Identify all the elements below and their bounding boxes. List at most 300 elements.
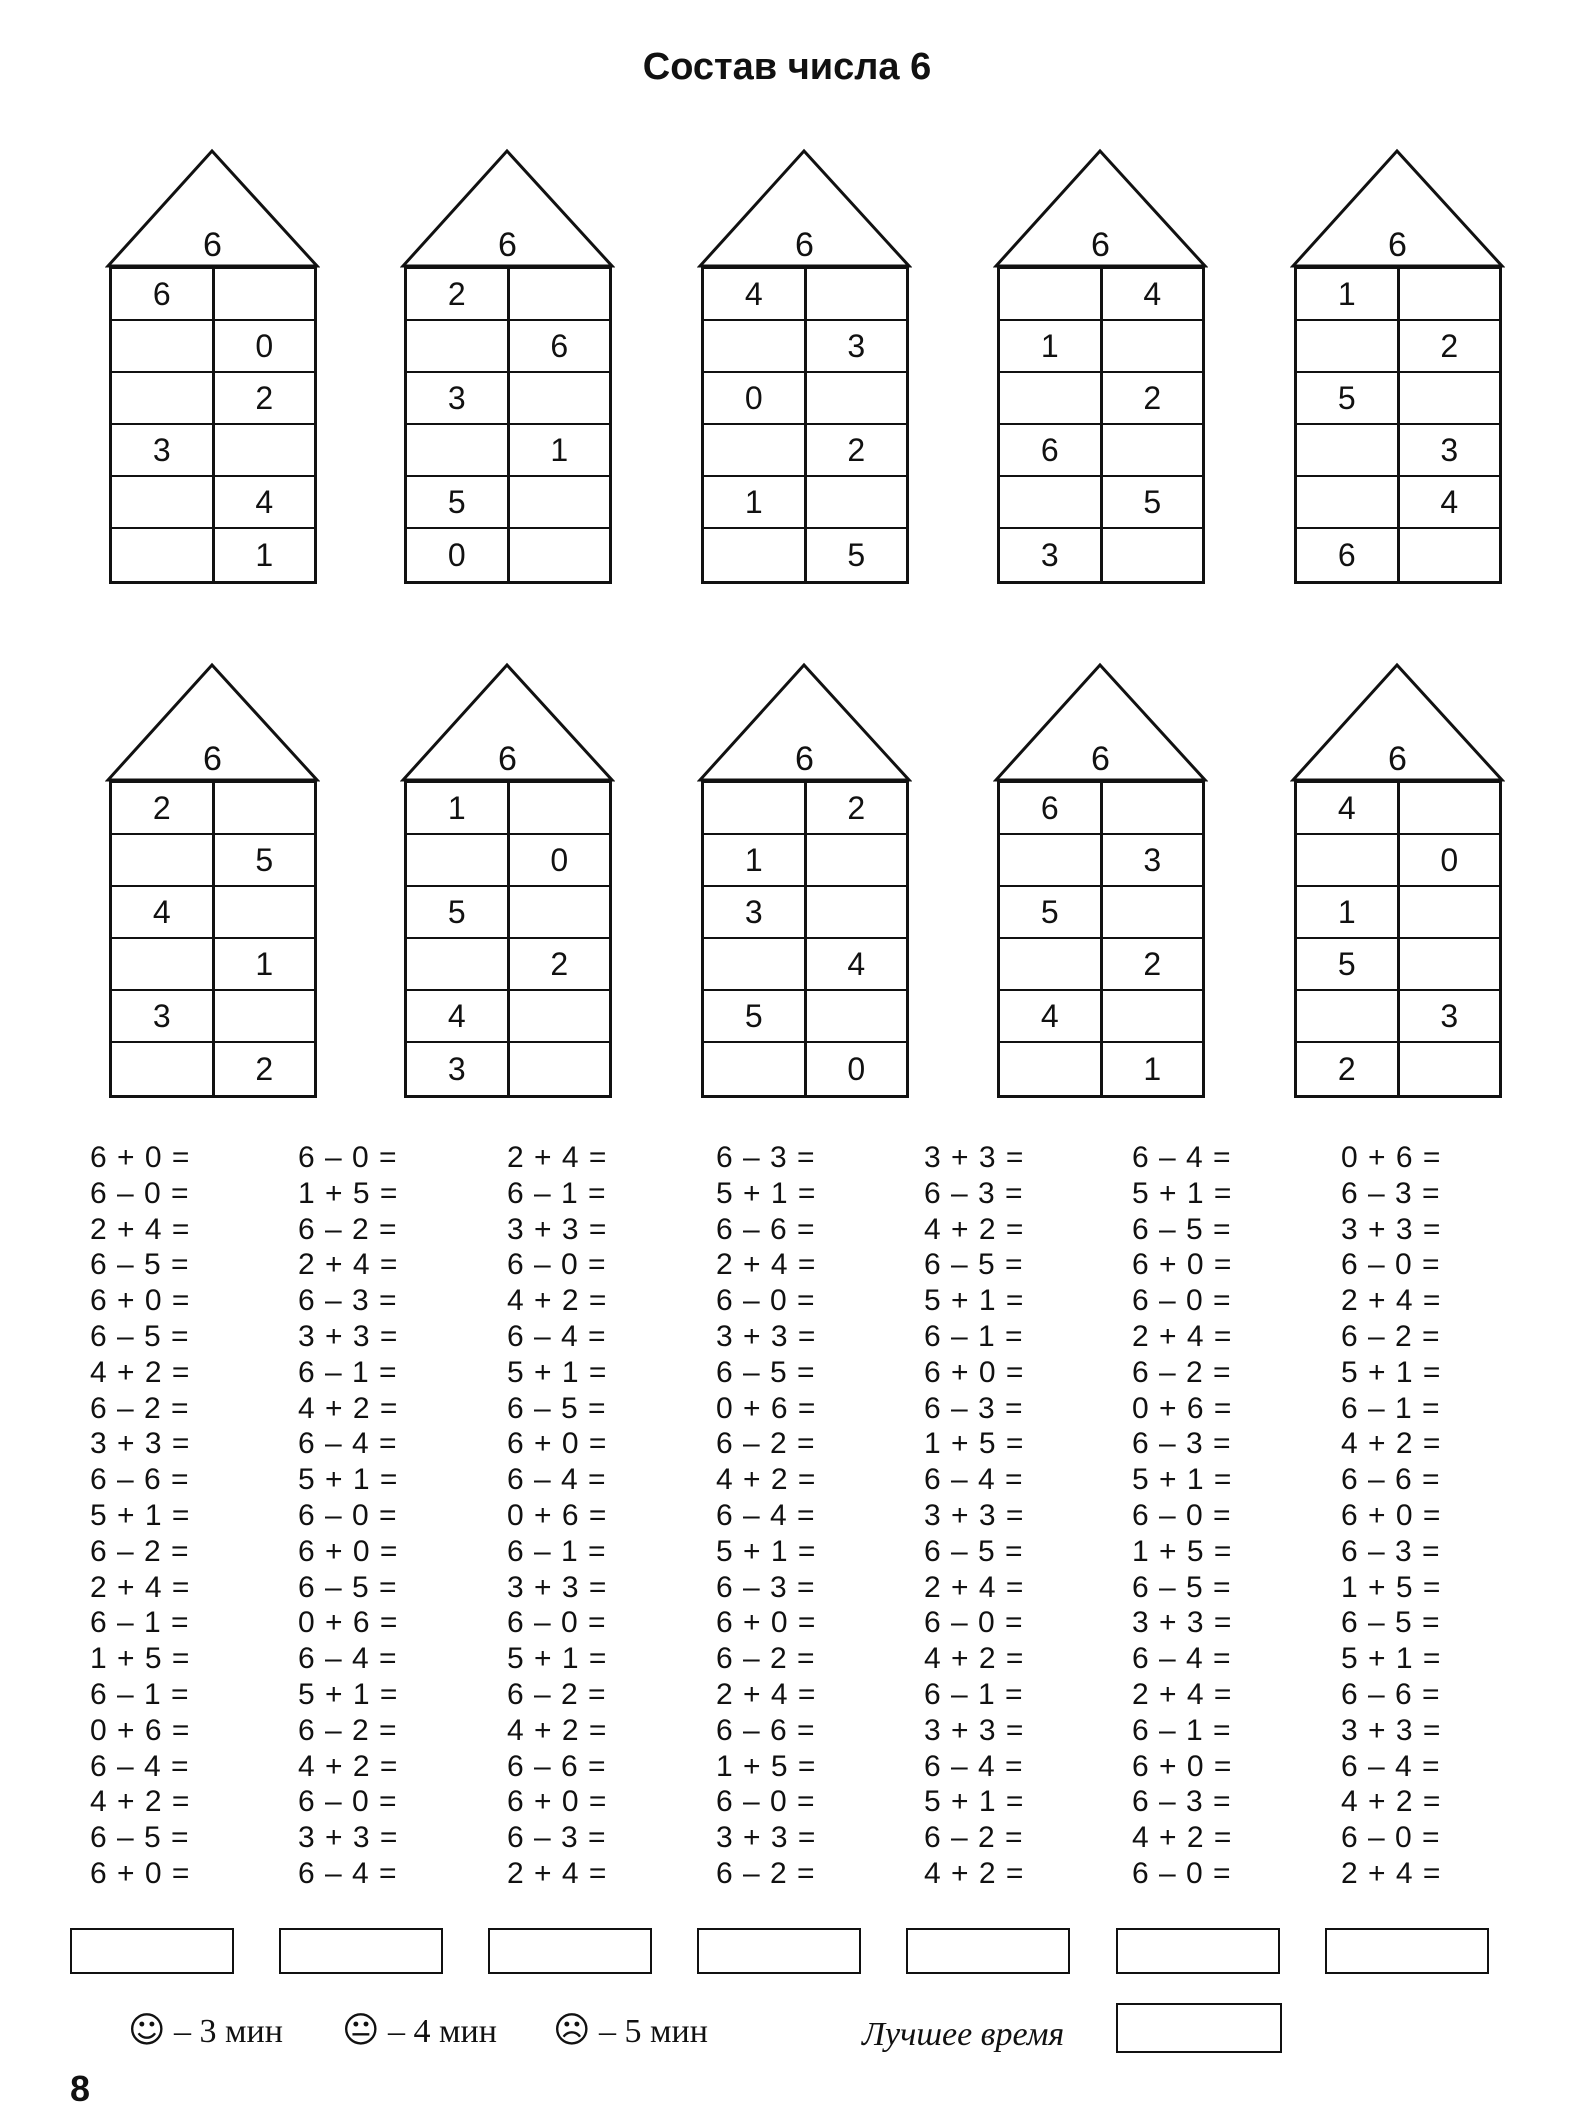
blank-cell[interactable] <box>1297 425 1400 475</box>
blank-cell[interactable] <box>1000 269 1103 319</box>
exercise-item: 6 – 1 = <box>924 1677 1024 1711</box>
exercise-item: 2 + 4 = <box>90 1570 191 1604</box>
blank-cell[interactable] <box>510 477 610 527</box>
timing-text: – 4 мин <box>379 2013 497 2050</box>
exercise-item: 6 – 0 = <box>298 1498 398 1532</box>
time-box[interactable] <box>1116 1928 1280 1974</box>
roof-number: 6 <box>1388 740 1407 778</box>
number-house <box>1290 662 1505 1112</box>
blank-cell[interactable] <box>1400 269 1500 319</box>
grid-row <box>1000 783 1202 835</box>
exercise-column <box>1132 1140 1332 1892</box>
house-grid <box>404 780 612 1098</box>
number-cell: 2 <box>1297 1043 1400 1095</box>
blank-cell[interactable] <box>1400 939 1500 989</box>
exercise-item: 6 – 2 = <box>90 1391 190 1425</box>
blank-cell[interactable] <box>407 835 510 885</box>
exercise-item: 6 + 0 = <box>924 1355 1025 1389</box>
number-cell: 5 <box>1143 483 1162 520</box>
number-cell: 4 <box>112 887 215 937</box>
grid-row <box>1000 373 1202 425</box>
exercise-item: 5 + 1 = <box>924 1785 1025 1819</box>
grid-row <box>1000 477 1202 529</box>
exercise-item: 3 + 3 = <box>924 1713 1025 1747</box>
house-grid <box>701 780 909 1098</box>
blank-cell[interactable] <box>215 783 315 833</box>
blank-cell[interactable] <box>1400 529 1500 581</box>
roof-number: 6 <box>203 226 222 264</box>
number-cell: 2 <box>1440 327 1459 364</box>
exercise-item: 5 + 1 = <box>298 1677 399 1711</box>
blank-cell[interactable] <box>112 835 215 885</box>
exercise-item: 6 – 2 = <box>924 1821 1024 1855</box>
grid-row <box>407 373 609 425</box>
exercise-item: 3 + 3 = <box>298 1319 399 1353</box>
blank-cell[interactable] <box>1297 321 1400 371</box>
grid-row <box>1297 991 1499 1043</box>
exercise-item: 6 – 6 = <box>1341 1463 1441 1497</box>
exercise-item: 2 + 4 = <box>507 1856 608 1890</box>
grid-row <box>407 887 609 939</box>
blank-cell[interactable] <box>510 783 610 833</box>
blank-cell[interactable] <box>407 939 510 989</box>
exercise-item: 6 – 3 = <box>507 1821 607 1855</box>
number-cell: 1 <box>550 431 569 468</box>
exercise-item: 6 – 3 = <box>1341 1176 1441 1210</box>
exercise-item: 3 + 3 = <box>924 1141 1025 1174</box>
blank-cell[interactable] <box>1103 783 1203 833</box>
grid-row <box>1297 1043 1499 1095</box>
grid-row <box>407 321 609 373</box>
number-cell: 2 <box>1143 945 1162 982</box>
exercise-item: 2 + 4 = <box>924 1570 1025 1604</box>
exercise-item: 6 – 2 = <box>1341 1319 1441 1353</box>
best-time-box[interactable] <box>1116 2003 1282 2053</box>
exercise-item: 6 + 0 = <box>716 1606 817 1640</box>
exercise-item: 5 + 1 = <box>1341 1355 1442 1389</box>
grid-row <box>407 1043 609 1095</box>
grid-row <box>704 835 906 887</box>
number-cell: 4 <box>847 945 866 982</box>
number-cell: 3 <box>847 327 866 364</box>
grid-row <box>407 783 609 835</box>
roof-number: 6 <box>498 740 517 778</box>
number-cell: 0 <box>1440 841 1459 878</box>
roof-number: 6 <box>1091 226 1110 264</box>
number-cell: 3 <box>1000 529 1103 581</box>
number-cell: 2 <box>847 431 866 468</box>
number-cell: 1 <box>1297 887 1400 937</box>
grid-row <box>704 529 906 581</box>
exercise-item: 5 + 1 = <box>716 1176 817 1210</box>
blank-cell[interactable] <box>1103 321 1203 371</box>
number-cell: 5 <box>1297 939 1400 989</box>
time-box[interactable] <box>906 1928 1070 1974</box>
exercise-item: 6 – 0 = <box>1341 1821 1441 1855</box>
house-grid <box>109 266 317 584</box>
blank-cell[interactable] <box>407 425 510 475</box>
exercise-item: 1 + 5 = <box>90 1642 191 1676</box>
exercise-item: 3 + 3 = <box>507 1212 608 1246</box>
grid-row <box>1297 373 1499 425</box>
number-cell: 4 <box>1000 991 1103 1041</box>
number-cell: 3 <box>1440 997 1459 1034</box>
number-cell: 5 <box>704 991 807 1041</box>
exercise-item: 1 + 5 = <box>716 1749 817 1783</box>
page-title: Состав числа 6 <box>642 46 932 88</box>
grid-row <box>112 269 314 321</box>
number-cell: 2 <box>112 783 215 833</box>
number-cell: 0 <box>255 327 274 364</box>
blank-cell[interactable] <box>510 529 610 581</box>
grid-row <box>1000 321 1202 373</box>
blank-cell[interactable] <box>1297 835 1400 885</box>
grid-row <box>1000 529 1202 581</box>
exercise-item: 6 + 0 = <box>1341 1498 1442 1532</box>
exercise-item: 0 + 6 = <box>507 1498 608 1532</box>
exercise-item: 2 + 4 = <box>1341 1284 1442 1318</box>
grid-row <box>1297 939 1499 991</box>
exercise-item: 5 + 1 = <box>298 1463 399 1497</box>
exercise-item: 6 – 3 = <box>924 1391 1024 1425</box>
grid-row <box>1297 887 1499 939</box>
exercise-item: 1 + 5 = <box>1132 1534 1233 1568</box>
exercise-item: 0 + 6 = <box>298 1606 399 1640</box>
exercise-item: 6 – 3 = <box>1341 1534 1441 1568</box>
number-cell: 5 <box>1000 887 1103 937</box>
exercise-item: 3 + 3 = <box>924 1498 1025 1532</box>
exercise-item: 5 + 1 = <box>507 1642 608 1676</box>
time-box[interactable] <box>279 1928 443 1974</box>
grid-row <box>704 425 906 477</box>
exercise-item: 6 – 0 = <box>716 1284 816 1318</box>
grid-row <box>1297 425 1499 477</box>
exercise-item: 6 – 5 = <box>1132 1570 1232 1604</box>
blank-cell[interactable] <box>112 321 215 371</box>
exercise-item: 6 – 4 = <box>1341 1749 1441 1783</box>
blank-cell[interactable] <box>112 1043 215 1095</box>
grid-row <box>704 373 906 425</box>
number-cell: 2 <box>255 1050 274 1087</box>
number-cell: 3 <box>1440 431 1459 468</box>
blank-cell[interactable] <box>1000 1043 1103 1095</box>
exercise-item: 6 – 3 = <box>716 1570 816 1604</box>
exercise-item: 4 + 2 = <box>924 1642 1025 1676</box>
grid-row <box>407 835 609 887</box>
blank-cell[interactable] <box>215 991 315 1041</box>
exercise-item: 6 – 3 = <box>1132 1785 1232 1819</box>
blank-cell[interactable] <box>215 887 315 937</box>
number-cell: 5 <box>847 536 866 573</box>
exercise-column <box>716 1140 916 1892</box>
grid-row <box>112 529 314 581</box>
exercise-item: 4 + 2 = <box>1132 1821 1233 1855</box>
exercise-item: 6 – 5 = <box>1341 1606 1441 1640</box>
exercise-item: 6 – 0 = <box>90 1176 190 1210</box>
exercise-item: 3 + 3 = <box>1132 1606 1233 1640</box>
exercise-item: 1 + 5 = <box>924 1427 1025 1461</box>
blank-cell[interactable] <box>807 373 907 423</box>
exercise-item: 4 + 2 = <box>1341 1427 1442 1461</box>
best-time-label: Лучшее время <box>862 2016 1065 2053</box>
exercise-item: 6 + 0 = <box>90 1141 191 1174</box>
number-house <box>697 148 912 598</box>
exercise-item: 4 + 2 = <box>716 1463 817 1497</box>
number-cell: 3 <box>407 1043 510 1095</box>
exercise-item: 6 – 1 = <box>90 1677 190 1711</box>
blank-cell[interactable] <box>1000 939 1103 989</box>
exercise-item: 6 – 1 = <box>1132 1713 1232 1747</box>
exercise-item: 6 – 6 = <box>90 1463 190 1497</box>
number-cell: 0 <box>847 1050 866 1087</box>
blank-cell[interactable] <box>1103 991 1203 1041</box>
blank-cell[interactable] <box>807 835 907 885</box>
blank-cell[interactable] <box>215 425 315 475</box>
exercise-item: 3 + 3 = <box>716 1821 817 1855</box>
grid-row <box>704 321 906 373</box>
exercise-item: 6 – 4 = <box>1132 1642 1232 1676</box>
exercise-item: 6 + 0 = <box>90 1856 191 1890</box>
exercise-item: 6 – 5 = <box>924 1534 1024 1568</box>
grid-row <box>112 373 314 425</box>
exercise-item: 6 + 0 = <box>90 1284 191 1318</box>
time-box[interactable] <box>70 1928 234 1974</box>
time-box[interactable] <box>697 1928 861 1974</box>
exercise-item: 6 + 0 = <box>1132 1248 1233 1282</box>
frowning-face-icon: ☹ <box>553 2010 591 2051</box>
exercise-item: 2 + 4 = <box>1132 1677 1233 1711</box>
timing-text: – 5 мин <box>590 2013 708 2050</box>
exercise-item: 6 – 0 = <box>298 1141 398 1174</box>
grid-row <box>112 939 314 991</box>
number-cell: 1 <box>1143 1050 1162 1087</box>
exercise-item: 6 – 3 = <box>298 1284 398 1318</box>
exercise-item: 3 + 3 = <box>507 1570 608 1604</box>
blank-cell[interactable] <box>1103 425 1203 475</box>
grid-row <box>112 835 314 887</box>
exercise-item: 6 – 2 = <box>90 1534 190 1568</box>
exercise-item: 2 + 4 = <box>298 1248 399 1282</box>
blank-cell[interactable] <box>1400 887 1500 937</box>
blank-cell[interactable] <box>807 991 907 1041</box>
grid-row <box>112 783 314 835</box>
blank-cell[interactable] <box>704 783 807 833</box>
exercise-item: 6 – 0 = <box>1132 1856 1232 1890</box>
exercise-item: 6 + 0 = <box>1132 1749 1233 1783</box>
blank-cell[interactable] <box>1103 529 1203 581</box>
blank-cell[interactable] <box>510 373 610 423</box>
blank-cell[interactable] <box>1000 373 1103 423</box>
number-cell: 0 <box>407 529 510 581</box>
exercise-item: 6 – 4 = <box>924 1749 1024 1783</box>
number-cell: 4 <box>255 483 274 520</box>
exercise-item: 6 – 0 = <box>1132 1284 1232 1318</box>
number-cell: 6 <box>1000 425 1103 475</box>
grid-row <box>704 1043 906 1095</box>
grid-row <box>112 887 314 939</box>
number-cell: 2 <box>1143 379 1162 416</box>
exercise-item: 6 – 2 = <box>716 1427 816 1461</box>
exercise-item: 4 + 2 = <box>507 1713 608 1747</box>
blank-cell[interactable] <box>112 529 215 581</box>
exercise-item: 6 – 2 = <box>298 1212 398 1246</box>
exercise-item: 4 + 2 = <box>90 1785 191 1819</box>
number-cell: 2 <box>847 789 866 826</box>
number-house <box>105 662 320 1112</box>
exercise-item: 6 – 5 = <box>924 1248 1024 1282</box>
exercise-item: 6 – 4 = <box>298 1642 398 1676</box>
number-cell: 0 <box>550 841 569 878</box>
exercise-item: 6 – 5 = <box>1132 1212 1232 1246</box>
exercise-item: 6 + 0 = <box>298 1534 399 1568</box>
blank-cell[interactable] <box>704 1043 807 1095</box>
grid-row <box>112 1043 314 1095</box>
exercise-item: 2 + 4 = <box>716 1248 817 1282</box>
exercise-item: 6 – 6 = <box>716 1713 816 1747</box>
number-cell: 6 <box>550 327 569 364</box>
blank-cell[interactable] <box>510 887 610 937</box>
grid-row <box>1000 991 1202 1043</box>
exercise-column <box>298 1140 498 1892</box>
blank-cell[interactable] <box>1103 887 1203 937</box>
number-house <box>993 148 1208 598</box>
blank-cell[interactable] <box>215 269 315 319</box>
number-cell: 2 <box>255 379 274 416</box>
blank-cell[interactable] <box>807 269 907 319</box>
exercise-item: 6 – 0 = <box>1341 1248 1441 1282</box>
blank-cell[interactable] <box>704 529 807 581</box>
exercise-item: 6 – 4 = <box>716 1498 816 1532</box>
blank-cell[interactable] <box>112 939 215 989</box>
blank-cell[interactable] <box>807 477 907 527</box>
exercise-item: 6 – 5 = <box>507 1391 607 1425</box>
grid-row <box>407 477 609 529</box>
house-grid <box>109 780 317 1098</box>
blank-cell[interactable] <box>1297 477 1400 527</box>
exercise-item: 6 – 1 = <box>507 1534 607 1568</box>
number-cell: 5 <box>255 841 274 878</box>
exercise-item: 3 + 3 = <box>716 1319 817 1353</box>
grid-row <box>112 321 314 373</box>
grid-row <box>1000 887 1202 939</box>
exercise-item: 6 – 0 = <box>298 1785 398 1819</box>
blank-cell[interactable] <box>1000 477 1103 527</box>
neutral-face-icon: 😐 <box>342 2010 380 2051</box>
blank-cell[interactable] <box>407 321 510 371</box>
blank-cell[interactable] <box>1400 1043 1500 1095</box>
grid-row <box>407 269 609 321</box>
timing-item <box>342 2010 497 2051</box>
number-cell: 1 <box>407 783 510 833</box>
number-cell: 5 <box>407 477 510 527</box>
page-number: 8 <box>70 2068 91 2109</box>
blank-cell[interactable] <box>510 269 610 319</box>
exercise-item: 6 – 4 = <box>298 1856 398 1890</box>
exercise-item: 6 – 0 = <box>507 1248 607 1282</box>
exercise-item: 6 – 0 = <box>924 1606 1024 1640</box>
time-box[interactable] <box>1325 1928 1489 1974</box>
grid-row <box>407 529 609 581</box>
blank-cell[interactable] <box>704 939 807 989</box>
grid-row <box>1000 269 1202 321</box>
number-cell: 5 <box>407 887 510 937</box>
blank-cell[interactable] <box>1400 783 1500 833</box>
exercise-item: 6 – 1 = <box>1341 1391 1441 1425</box>
exercise-item: 6 – 3 = <box>924 1176 1024 1210</box>
grid-row <box>1297 529 1499 581</box>
blank-cell[interactable] <box>112 373 215 423</box>
exercise-item: 5 + 1 = <box>924 1284 1025 1318</box>
house-grid <box>404 266 612 584</box>
roof-number: 6 <box>795 226 814 264</box>
exercise-item: 6 – 5 = <box>90 1248 190 1282</box>
exercise-item: 3 + 3 = <box>298 1821 399 1855</box>
exercise-item: 4 + 2 = <box>298 1391 399 1425</box>
number-house <box>105 148 320 598</box>
exercise-item: 3 + 3 = <box>1341 1713 1442 1747</box>
grid-row <box>112 425 314 477</box>
exercise-column <box>507 1140 707 1892</box>
house-grid <box>997 780 1205 1098</box>
number-cell: 4 <box>704 269 807 319</box>
blank-cell[interactable] <box>704 321 807 371</box>
exercise-item: 5 + 1 = <box>507 1355 608 1389</box>
exercise-item: 6 – 0 = <box>507 1606 607 1640</box>
exercise-item: 6 – 4 = <box>924 1463 1024 1497</box>
time-box[interactable] <box>488 1928 652 1974</box>
blank-cell[interactable] <box>510 991 610 1041</box>
exercise-item: 4 + 2 = <box>298 1749 399 1783</box>
grid-row <box>704 269 906 321</box>
blank-cell[interactable] <box>704 425 807 475</box>
blank-cell[interactable] <box>510 1043 610 1095</box>
timing-item <box>553 2010 708 2051</box>
number-cell: 4 <box>1440 483 1459 520</box>
blank-cell[interactable] <box>1000 835 1103 885</box>
grid-row <box>1297 269 1499 321</box>
exercise-item: 6 – 4 = <box>90 1749 190 1783</box>
exercise-item: 6 – 2 = <box>507 1677 607 1711</box>
exercise-item: 6 – 5 = <box>716 1355 816 1389</box>
exercise-item: 0 + 6 = <box>90 1713 191 1747</box>
roof-number: 6 <box>203 740 222 778</box>
blank-cell[interactable] <box>112 477 215 527</box>
exercise-column <box>1341 1140 1541 1892</box>
exercise-item: 6 – 1 = <box>924 1319 1024 1353</box>
blank-cell[interactable] <box>1400 373 1500 423</box>
roof-number: 6 <box>1388 226 1407 264</box>
number-cell: 4 <box>407 991 510 1041</box>
roof-number: 6 <box>498 226 517 264</box>
number-cell: 1 <box>255 945 274 982</box>
house-grid <box>997 266 1205 584</box>
exercise-item: 6 – 3 = <box>1132 1427 1232 1461</box>
number-cell: 0 <box>704 373 807 423</box>
grid-row <box>1297 783 1499 835</box>
blank-cell[interactable] <box>807 887 907 937</box>
exercise-item: 6 – 2 = <box>716 1856 816 1890</box>
exercise-item: 6 – 5 = <box>90 1319 190 1353</box>
exercise-item: 6 – 6 = <box>1341 1677 1441 1711</box>
exercise-item: 6 – 1 = <box>298 1355 398 1389</box>
exercise-item: 4 + 2 = <box>924 1856 1025 1890</box>
number-cell: 3 <box>407 373 510 423</box>
smiling-face-icon: ☺ <box>128 2010 166 2051</box>
number-cell: 1 <box>704 835 807 885</box>
grid-row <box>112 477 314 529</box>
blank-cell[interactable] <box>1297 991 1400 1041</box>
exercise-item: 6 + 0 = <box>507 1427 608 1461</box>
